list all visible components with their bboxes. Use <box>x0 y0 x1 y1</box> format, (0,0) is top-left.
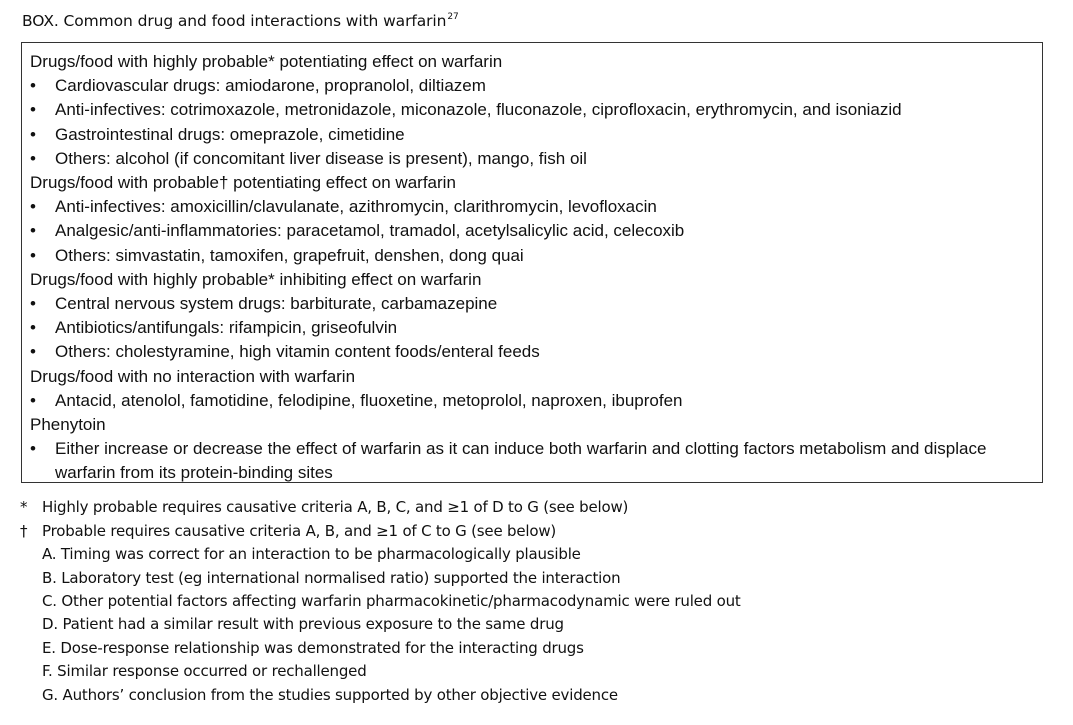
box-title <box>22 12 459 30</box>
list-item <box>30 219 1042 243</box>
list-item <box>30 340 1042 364</box>
criterion: A. Timing was correct for an interaction to be pharmacologically plausible <box>42 545 581 564</box>
footnote-text: Highly probable requires causative criteria A, B, C, and ≥1 of D to G (see below) <box>42 498 629 516</box>
list-item-text: Either increase or decrease the effect of warfarin as it can induce both warfarin and clotting factors metabolism and displace warfarin from its protein-binding sites <box>55 439 987 483</box>
list-item <box>30 292 1042 316</box>
list-item <box>30 244 1042 268</box>
bullet-icon: • <box>30 439 36 459</box>
section-heading: Drugs/food with no interaction with warfarin <box>30 366 356 386</box>
list-item-text: Cardiovascular drugs: amiodarone, propranolol, diltiazem <box>55 76 486 96</box>
criterion: F. Similar response occurred or rechallenged <box>42 662 367 681</box>
section-heading: Phenytoin <box>30 414 106 434</box>
list-item-text: Others: alcohol (if concomitant liver disease is present), mango, fish oil <box>55 148 587 168</box>
bullet-icon: • <box>30 197 36 217</box>
list-item <box>30 316 1042 340</box>
list-item-text: Central nervous system drugs: barbiturate, carbamazepine <box>55 293 498 313</box>
list-item <box>30 74 1042 98</box>
criterion: D. Patient had a similar result with previous exposure to the same drug <box>42 615 564 634</box>
list-item <box>30 437 1042 485</box>
bullet-icon: • <box>30 76 36 96</box>
box-title-text: BOX. Common drug and food interactions with warfarin <box>22 12 447 30</box>
criterion: E. Dose-response relationship was demonstrated for the interacting drugs <box>42 638 584 657</box>
list-item <box>30 123 1042 147</box>
bullet-icon: • <box>30 390 36 410</box>
section-heading: Drugs/food with highly probable* potentiating effect on warfarin <box>30 52 503 71</box>
list-item <box>30 98 1042 122</box>
list-item-text: Gastrointestinal drugs: omeprazole, cimetidine <box>55 124 405 144</box>
bullet-icon: • <box>30 124 36 144</box>
list-item-text: Others: cholestyramine, high vitamin content foods/enteral feeds <box>55 342 540 362</box>
footnote-text: Probable requires causative criteria A, B, and ≥1 of C to G (see below) <box>42 521 557 540</box>
criterion: C. Other potential factors affecting warfarin pharmacokinetic/pharmacodynamic were ruled out <box>42 591 741 610</box>
list-item-text: Anti-infectives: cotrimoxazole, metronidazole, miconazole, fluconazole, ciprofloxacin, erythromycin, and isoniazid <box>55 100 902 120</box>
bullet-icon: • <box>30 148 36 168</box>
criteria-list <box>20 543 741 707</box>
list-item-text: Antacid, atenolol, famotidine, felodipine, fluoxetine, metoprolol, naproxen, ibuprofen <box>55 390 683 410</box>
list-item-text: Analgesic/anti-inflammatories: paracetamol, tramadol, acetylsalicylic acid, celecoxib <box>55 221 685 241</box>
list-item-text: Anti-infectives: amoxicillin/clavulanate, azithromycin, clarithromycin, levofloxacin <box>55 197 657 217</box>
criterion: B. Laboratory test (eg international normalised ratio) supported the interaction <box>42 568 621 587</box>
criterion: G. Authors’ conclusion from the studies supported by other objective evidence <box>42 685 618 704</box>
footnote-symbol: * <box>20 498 28 516</box>
list-item <box>30 195 1042 219</box>
bullet-icon: • <box>30 221 36 241</box>
bullet-icon: • <box>30 100 36 120</box>
bullet-icon: • <box>30 318 36 338</box>
section-heading: Drugs/food with highly probable* inhibiting effect on warfarin <box>30 269 482 289</box>
section-heading: Drugs/food with probable† potentiating effect on warfarin <box>30 173 456 192</box>
list-item-text: Antibiotics/antifungals: rifampicin, griseofulvin <box>55 318 398 338</box>
reference-superscript: 27 <box>447 12 459 22</box>
footnote-list <box>20 496 741 543</box>
bullet-icon: • <box>30 245 36 265</box>
list-item <box>30 389 1042 413</box>
footnote-symbol: † <box>20 521 28 540</box>
footnote <box>20 520 741 544</box>
list-item <box>30 147 1042 171</box>
footnotes <box>20 496 741 707</box>
footnote <box>20 496 741 520</box>
interaction-box <box>21 42 1043 483</box>
bullet-icon: • <box>30 342 36 362</box>
list-item-text: Others: simvastatin, tamoxifen, grapefruit, denshen, dong quai <box>55 245 524 265</box>
bullet-icon: • <box>30 293 36 313</box>
